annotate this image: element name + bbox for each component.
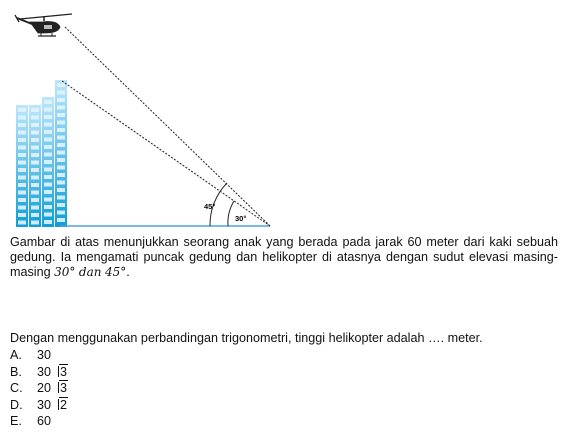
building-window bbox=[18, 108, 26, 112]
building-window bbox=[18, 123, 26, 127]
building-window bbox=[57, 166, 65, 170]
building-window bbox=[44, 138, 52, 142]
building-window bbox=[44, 100, 52, 104]
building-window bbox=[44, 205, 52, 209]
building-window bbox=[18, 198, 26, 202]
building-window bbox=[44, 115, 52, 119]
option-a[interactable]: A. 30 bbox=[10, 348, 52, 362]
building-window bbox=[18, 168, 26, 172]
question-prompt: Dengan menggunakan perbandingan trigonometri, tinggi helikopter adalah …. meter. bbox=[10, 331, 483, 345]
building-window bbox=[44, 160, 52, 164]
option-c[interactable]: C. 20 3 bbox=[10, 381, 68, 395]
building-window bbox=[18, 176, 26, 180]
conjunction: dan bbox=[78, 265, 102, 279]
building-window bbox=[31, 123, 39, 127]
building-window bbox=[18, 183, 26, 187]
building-window bbox=[44, 220, 52, 224]
answer-options bbox=[10, 347, 68, 430]
building-window bbox=[18, 131, 26, 135]
angle-45: 45° bbox=[104, 265, 127, 279]
building-window bbox=[57, 136, 65, 140]
building-window bbox=[18, 116, 26, 120]
building-window bbox=[44, 153, 52, 157]
building-window bbox=[31, 131, 39, 135]
building-window bbox=[18, 138, 26, 142]
building-window bbox=[18, 213, 26, 217]
building-window bbox=[44, 198, 52, 202]
building-window bbox=[31, 146, 39, 150]
building-window bbox=[44, 183, 52, 187]
building-window bbox=[57, 203, 65, 207]
building-window bbox=[31, 153, 39, 157]
building-window bbox=[57, 98, 65, 102]
building-window bbox=[31, 213, 39, 217]
building-window bbox=[44, 130, 52, 134]
building-window bbox=[57, 121, 65, 125]
building-window bbox=[18, 161, 26, 165]
building-window bbox=[57, 196, 65, 200]
building-window bbox=[44, 168, 52, 172]
angle-arc-30 bbox=[228, 201, 234, 226]
building-window bbox=[31, 191, 39, 195]
building-window bbox=[44, 108, 52, 112]
sqrt-symbol: 3 bbox=[52, 364, 68, 381]
building-window bbox=[18, 206, 26, 210]
building-window bbox=[31, 116, 39, 120]
building-window bbox=[57, 188, 65, 192]
option-e[interactable]: E. 60 bbox=[10, 414, 52, 428]
building-window bbox=[57, 143, 65, 147]
building-window bbox=[57, 128, 65, 132]
building-window bbox=[31, 161, 39, 165]
angle-30: 30° bbox=[54, 265, 76, 279]
helicopter-icon bbox=[15, 14, 72, 36]
sight-line-building bbox=[62, 81, 270, 226]
building-window bbox=[57, 113, 65, 117]
building-window bbox=[57, 181, 65, 185]
building-window bbox=[44, 213, 52, 217]
building-window bbox=[31, 183, 39, 187]
building-window bbox=[31, 176, 39, 180]
sqrt-symbol: 3 bbox=[52, 380, 68, 397]
building-window bbox=[18, 153, 26, 157]
building-window bbox=[31, 168, 39, 172]
building-window bbox=[44, 145, 52, 149]
building-graphic bbox=[16, 80, 67, 227]
building-window bbox=[31, 198, 39, 202]
building-window bbox=[31, 206, 39, 210]
building-window bbox=[31, 138, 39, 142]
sight-line-helicopter bbox=[65, 27, 270, 226]
building-window bbox=[57, 211, 65, 215]
problem-description: Gambar di atas menunjukkan seorang anak yang berada pada jarak 60 meter dari kaki sebuah gedung. Ia mengamati puncak gedung dan helikopter di atasnya dengan sudut elevasi masing-masing 30° dan 45°. bbox=[10, 235, 558, 279]
option-d[interactable]: D. 30 2 bbox=[10, 397, 68, 412]
building-window bbox=[18, 191, 26, 195]
angle-label-45: 45° bbox=[204, 202, 216, 211]
building-window bbox=[18, 221, 26, 225]
building-window bbox=[44, 190, 52, 194]
building-window bbox=[57, 218, 65, 222]
building-window bbox=[57, 91, 65, 95]
building-window bbox=[18, 146, 26, 150]
angle-label-30: 30° bbox=[235, 214, 247, 223]
building-window bbox=[57, 106, 65, 110]
building-window bbox=[57, 151, 65, 155]
building-window bbox=[57, 173, 65, 177]
building-window bbox=[57, 158, 65, 162]
building-window bbox=[57, 83, 65, 87]
building-window bbox=[31, 108, 39, 112]
option-b[interactable]: B. 30 3 bbox=[10, 364, 68, 379]
building-window bbox=[44, 123, 52, 127]
building-window bbox=[31, 221, 39, 225]
building-window bbox=[44, 175, 52, 179]
sqrt-symbol: 2 bbox=[52, 397, 68, 414]
